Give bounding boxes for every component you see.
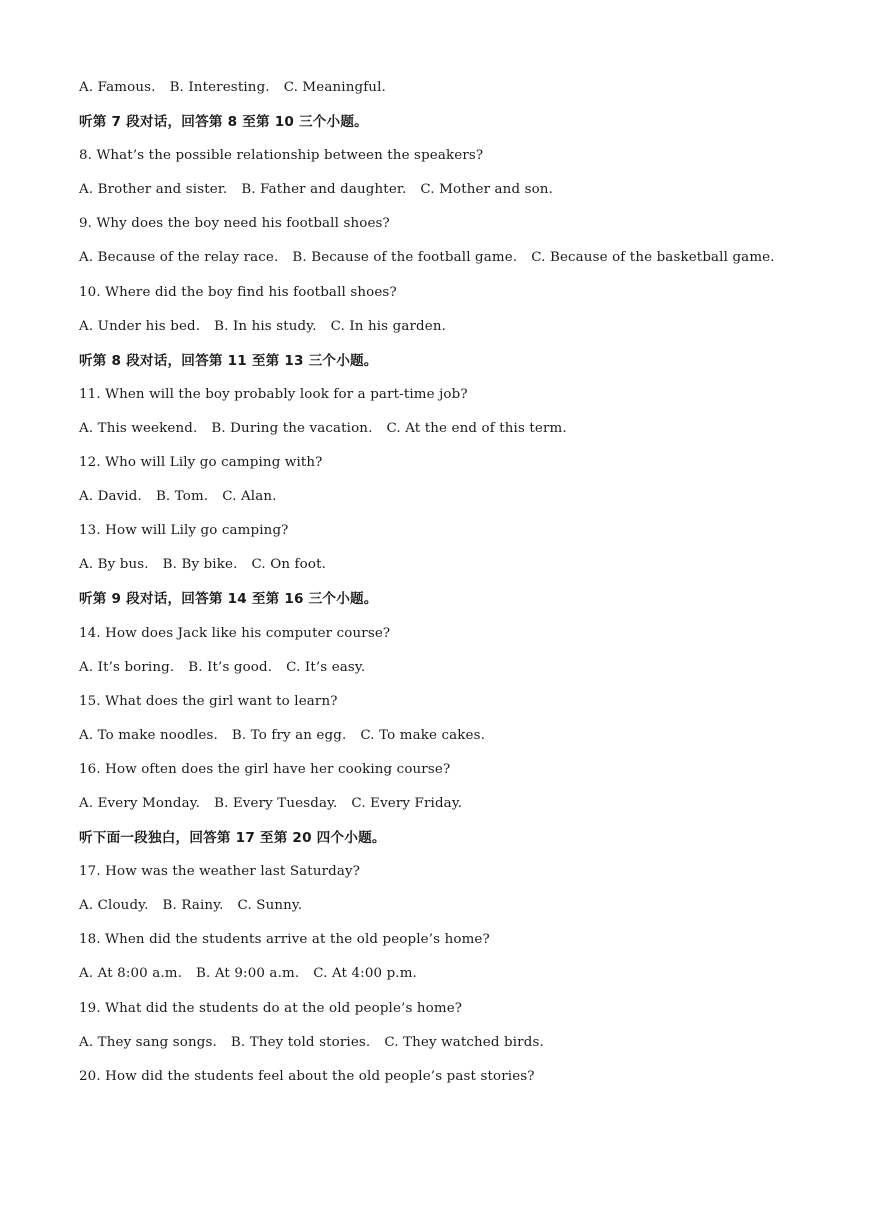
answer-option: B. Father and daughter. bbox=[241, 182, 407, 198]
answer-option: A. This weekend. bbox=[79, 420, 198, 436]
answer-option: C. Alan. bbox=[222, 489, 277, 505]
answer-options bbox=[79, 241, 799, 275]
answer-option: A. Because of the relay race. bbox=[79, 250, 279, 266]
question-text: 13. How will Lily go camping? bbox=[79, 523, 289, 539]
answer-option: C. Sunny. bbox=[237, 898, 303, 914]
answer-option: A. To make noodles. bbox=[79, 727, 218, 743]
question-text: 10. Where did the boy find his football shoes? bbox=[79, 284, 397, 300]
exam-page bbox=[79, 71, 799, 1094]
answer-option: A. By bus. bbox=[79, 557, 149, 573]
answer-option: A. They sang songs. bbox=[79, 1034, 217, 1050]
answer-option: C. It’s easy. bbox=[286, 659, 366, 675]
answer-option: A. David. bbox=[79, 489, 142, 505]
answer-options bbox=[79, 1026, 799, 1060]
answer-option: A. Famous. bbox=[79, 80, 156, 95]
answer-option: B. They told stories. bbox=[230, 1034, 371, 1050]
answer-option: B. Tom. bbox=[155, 489, 209, 505]
answer-option: C. On foot. bbox=[251, 557, 327, 573]
answer-options bbox=[79, 480, 799, 514]
question-text: 16. How often does the girl have her cooking course? bbox=[79, 761, 451, 777]
answer-option: B. Interesting. bbox=[169, 80, 270, 95]
answer-options bbox=[79, 310, 799, 344]
answer-options bbox=[79, 173, 799, 207]
answer-option: C. At 4:00 p.m. bbox=[313, 966, 417, 982]
answer-option: B. Every Tuesday. bbox=[214, 795, 338, 811]
section-heading: 听第 8 段对话，回答第 11 至第 13 三个小题。 bbox=[79, 352, 378, 369]
question-text: 8. What’s the possible relationship between the speakers? bbox=[79, 148, 484, 164]
answer-option: C. Meaningful. bbox=[283, 80, 386, 95]
answer-options bbox=[79, 787, 799, 821]
question-text: 18. When did the students arrive at the old people’s home? bbox=[79, 932, 490, 948]
answer-option: C. Because of the basketball game. bbox=[531, 250, 775, 266]
answer-option: B. In his study. bbox=[214, 318, 317, 334]
answer-option: B. At 9:00 a.m. bbox=[196, 966, 300, 982]
section-heading: 听下面一段独白，回答第 17 至第 20 四个小题。 bbox=[79, 830, 386, 847]
answer-options bbox=[79, 548, 799, 582]
answer-options bbox=[79, 651, 799, 685]
answer-options bbox=[79, 71, 799, 105]
answer-option: B. To fry an egg. bbox=[231, 727, 347, 743]
answer-option: C. At the end of this term. bbox=[386, 420, 567, 436]
answer-options bbox=[79, 412, 799, 446]
answer-option: A. It’s boring. bbox=[79, 659, 175, 675]
question-text: 19. What did the students do at the old people’s home? bbox=[79, 1000, 463, 1016]
question-text: 15. What does the girl want to learn? bbox=[79, 693, 338, 709]
answer-option: B. By bike. bbox=[162, 557, 238, 573]
question-text: 9. Why does the boy need his football shoes? bbox=[79, 216, 390, 232]
answer-options bbox=[79, 889, 799, 923]
answer-option: A. Under his bed. bbox=[79, 318, 201, 334]
answer-option: B. Rainy. bbox=[162, 898, 224, 914]
section-heading: 听第 7 段对话，回答第 8 至第 10 三个小题。 bbox=[79, 114, 368, 131]
answer-option: A. Cloudy. bbox=[79, 898, 149, 914]
answer-option: C. To make cakes. bbox=[360, 727, 486, 743]
question-text: 11. When will the boy probably look for a part-time job? bbox=[79, 386, 468, 402]
answer-option: A. Every Monday. bbox=[79, 795, 201, 811]
answer-option: C. Mother and son. bbox=[420, 182, 553, 198]
question-text: 14. How does Jack like his computer course? bbox=[79, 625, 391, 641]
answer-options bbox=[79, 957, 799, 991]
question-text: 17. How was the weather last Saturday? bbox=[79, 864, 361, 880]
answer-option: C. They watched birds. bbox=[384, 1034, 544, 1050]
answer-option: A. At 8:00 a.m. bbox=[79, 966, 183, 982]
question-text: 12. Who will Lily go camping with? bbox=[79, 455, 323, 471]
section-heading: 听第 9 段对话，回答第 14 至第 16 三个小题。 bbox=[79, 591, 378, 608]
answer-option: B. During the vacation. bbox=[211, 420, 373, 436]
answer-option: B. It’s good. bbox=[188, 659, 273, 675]
question-text: 20. How did the students feel about the old people’s past stories? bbox=[79, 1068, 535, 1084]
answer-option: C. In his garden. bbox=[330, 318, 446, 334]
answer-option: A. Brother and sister. bbox=[79, 182, 228, 198]
answer-option: B. Because of the football game. bbox=[292, 250, 518, 266]
answer-options bbox=[79, 719, 799, 753]
answer-option: C. Every Friday. bbox=[351, 795, 463, 811]
